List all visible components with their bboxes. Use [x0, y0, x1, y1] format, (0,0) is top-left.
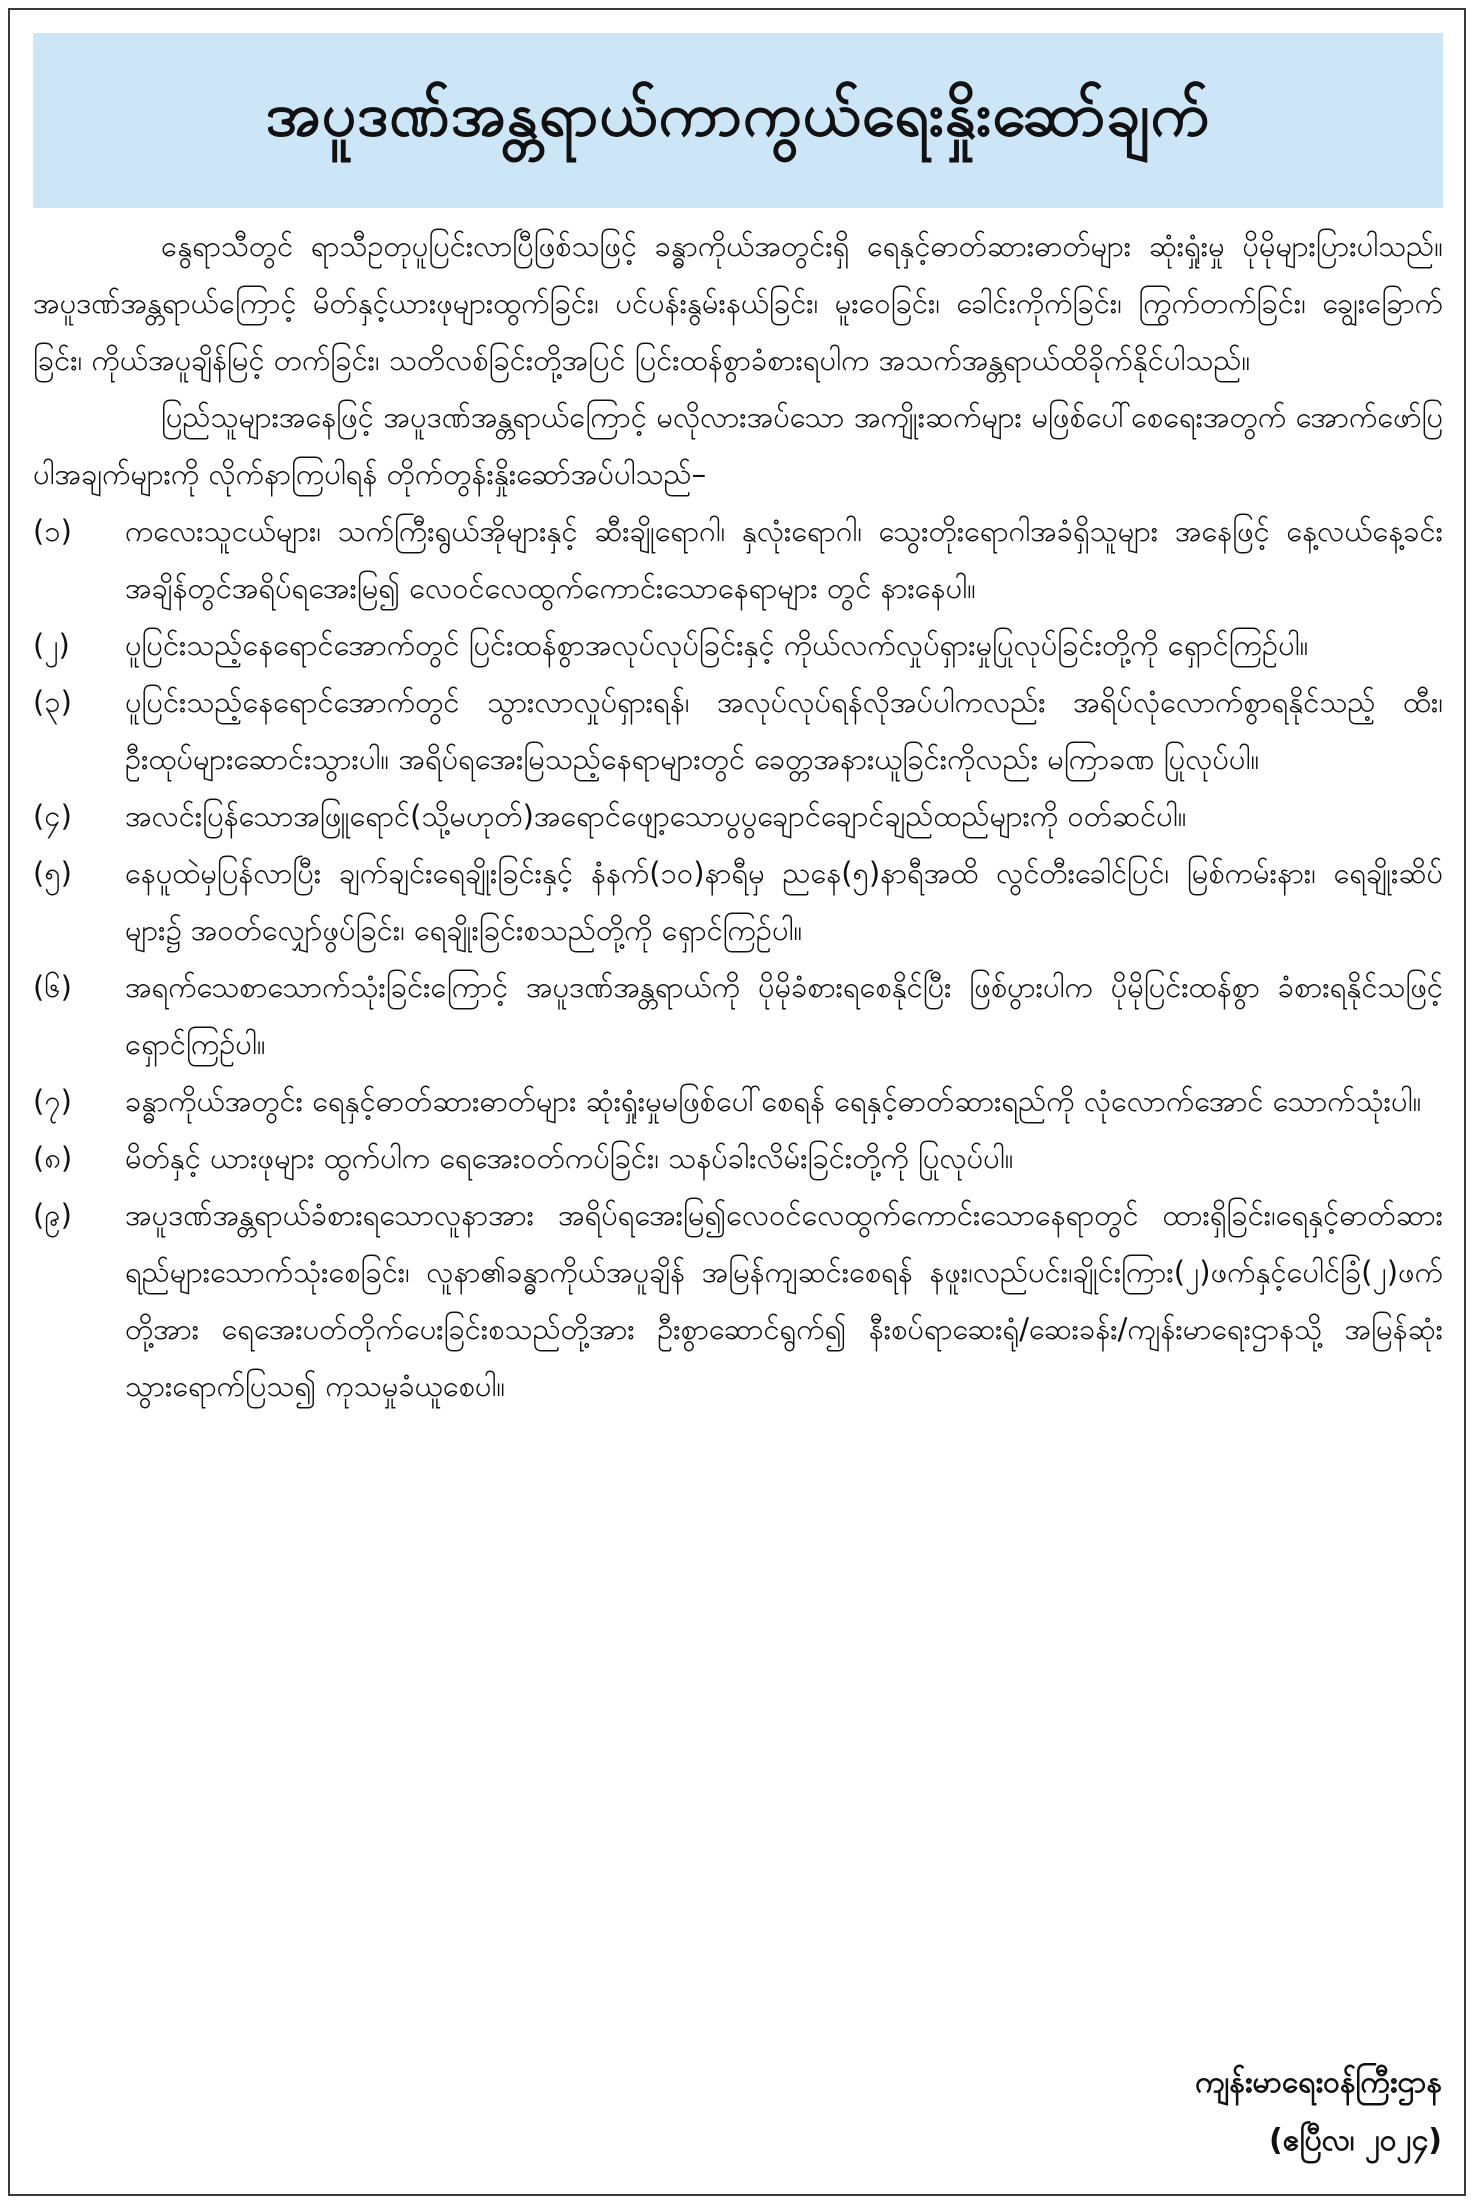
item-text: အလင်းပြန်သောအဖြူရောင်(သို့မဟုတ်)အရောင်ဖျော့သောပွပွချောင်ချောင်ချည်ထည်များကို ဝတ်ဆင်ပါ။ [125, 799, 1187, 833]
item-text: ပူပြင်းသည့်နေရောင်အောက်တွင် သွားလာလှုပ်ရှားရန်၊ အလုပ်လုပ်ရန်လိုအပ်ပါကလည်း အရိပ်လုံလောက်စွာရနိုင်သည့် ထီး၊ ဦးထုပ်များဆောင်းသွားပါ။ အရိပ်ရအေးမြသည့်နေရာများတွင် ခေတ္တအနားယူခြင်းကိုလည်း မကြာခဏ ပြုလုပ်ပါ။ [125, 685, 1443, 776]
list-item [33, 617, 1443, 674]
item-text: မိတ်နှင့် ယားဖုများ ထွက်ပါက ရေအေးဝတ်ကပ်ခြင်း၊ သနပ်ခါးလိမ်းခြင်းတို့ကို ပြုလုပ်ပါ။ [125, 1141, 1014, 1175]
list-item [33, 674, 1443, 788]
list-item [33, 1073, 1443, 1130]
item-text: နေပူထဲမှပြန်လာပြီး ချက်ချင်းရေချိုးခြင်းနှင့် နံနက်(၁၀)နာရီမှ ညနေ(၅)နာရီအထိ လွင်တီးခေါင်ပြင်၊ မြစ်ကမ်းနား၊ ရေချိုးဆိပ်များ၌ အဝတ်လျှော်ဖွပ်ခြင်း၊ ရေချိုးခြင်းစသည်တို့ကို ရှောင်ကြဉ်ပါ။ [125, 856, 1443, 947]
item-number: (၂) [33, 628, 70, 662]
item-number: (၅) [33, 856, 72, 890]
item-number: (၁) [33, 514, 72, 548]
intro-paragraph-1: နွေရာသီတွင် ရာသီဥတုပူပြင်းလာပြီဖြစ်သဖြင့် ခန္ဓာကိုယ်အတွင်းရှိ ရေနှင့်ဓာတ်ဆားဓာတ်များ ဆုံးရှုံးမှု ပိုမိုများပြားပါသည်။ အပူဒဏ်အန္တရာယ်ကြောင့် မိတ်နှင့်ယားဖုများထွက်ခြင်း၊ ပင်ပန်းနွမ်းနယ်ခြင်း၊ မူးဝေခြင်း၊ ခေါင်းကိုက်ခြင်း၊ ကြွက်တက်ခြင်း၊ ချွေးခြောက်ခြင်း၊ ကိုယ်အပူချိန်မြင့် တက်ခြင်း၊ သတိလစ်ခြင်းတို့အပြင် ပြင်းထန်စွာခံစားရပါက အသက်အန္တရာယ်ထိခိုက်နိုင်ပါသည်။ [33, 229, 1443, 377]
item-number: (၆) [33, 970, 72, 1004]
item-number: (၈) [33, 1141, 73, 1175]
list-item [33, 503, 1443, 617]
issuing-ministry: ကျန်းမာရေးဝန်ကြီးဌာန [1195, 2065, 1442, 2100]
item-text: အပူဒဏ်အန္တရာယ်ခံစားရသောလူနာအား အရိပ်ရအေးမြ၍လေဝင်လေထွက်ကောင်းသောနေရာတွင် ထားရှိခြင်း၊ရေနှင့်ဓာတ်ဆားရည်များသောက်သုံးစေခြင်း၊ လူနာ၏ခန္ဓာကိုယ်အပူချိန် အမြန်ကျဆင်းစေရန် နဖူး၊လည်ပင်း၊ချိုင်းကြား(၂)ဖက်နှင့်ပေါင်ခြံ(၂)ဖက်တို့အား ရေအေးပတ်တိုက်ပေးခြင်းစသည်တို့အား ဦးစွာဆောင်ရွက်၍ နီးစပ်ရာဆေးရုံ/ဆေးခန်း/ကျန်းမာရေးဌာနသို့ အမြန်ဆုံးသွားရောက်ပြသ၍ ကုသမှုခံယူစေပါ။ [125, 1198, 1443, 1403]
item-text: ပူပြင်းသည့်နေရောင်အောက်တွင် ပြင်းထန်စွာအလုပ်လုပ်ခြင်းနှင့် ကိုယ်လက်လှုပ်ရှားမှုပြုလုပ်ခြင်းတို့ကို ရှောင်ကြဉ်ပါ။ [125, 628, 1309, 662]
item-text: ကလေးသူငယ်များ၊ သက်ကြီးရွယ်အိုများနှင့် ဆီးချိုရောဂါ၊ နှလုံးရောဂါ၊ သွေးတိုးရောဂါအခံရှိသူများ အနေဖြင့် နေ့လယ်နေ့ခင်းအချိန်တွင်အရိပ်ရအေးမြ၍ လေဝင်လေထွက်ကောင်းသောနေရာများ တွင် နားနေပါ။ [125, 514, 1443, 605]
item-number: (၄) [33, 799, 72, 833]
item-text: ခန္ဓာကိုယ်အတွင်း ရေနှင့်ဓာတ်ဆားဓာတ်များ ဆုံးရှုံးမှုမဖြစ်ပေါ်စေရန် ရေနှင့်ဓာတ်ဆားရည်ကို လုံလောက်အောင် သောက်သုံးပါ။ [125, 1084, 1422, 1118]
list-item [33, 959, 1443, 1073]
list-item [33, 788, 1443, 845]
signature-block [1195, 2054, 1442, 2170]
item-number: (၉) [33, 1198, 72, 1232]
item-text: အရက်သေစာသောက်သုံးခြင်းကြောင့် အပူဒဏ်အန္တရာယ်ကို ပိုမိုခံစားရစေနိုင်ပြီး ဖြစ်ပွားပါက ပိုမိုပြင်းထန်စွာ ခံစားရနိုင်သဖြင့် ရှောင်ကြဉ်ပါ။ [125, 970, 1443, 1061]
intro-paragraph-2: ပြည်သူများအနေဖြင့် အပူဒဏ်အန္တရာယ်ကြောင့် မလိုလားအပ်သော အကျိုးဆက်များ မဖြစ်ပေါ်စေရေးအတွက် အောက်ဖော်ပြပါအချက်များကို လိုက်နာကြပါရန် တိုက်တွန်းနှိုးဆော်အပ်ပါသည်– [33, 400, 1443, 491]
list-item [33, 845, 1443, 959]
list-item [33, 1130, 1443, 1187]
notice-body [33, 218, 1443, 1415]
title-band [33, 33, 1443, 208]
item-number: (၃) [33, 685, 72, 719]
item-number: (၇) [33, 1084, 72, 1118]
issue-date: (ဧပြီလ၊ ၂၀၂၄) [1269, 2123, 1442, 2158]
page-title: အပူဒဏ်အန္တရာယ်ကာကွယ်ရေးနှိုးဆော်ချက် [265, 79, 1211, 150]
list-item [33, 1187, 1443, 1415]
